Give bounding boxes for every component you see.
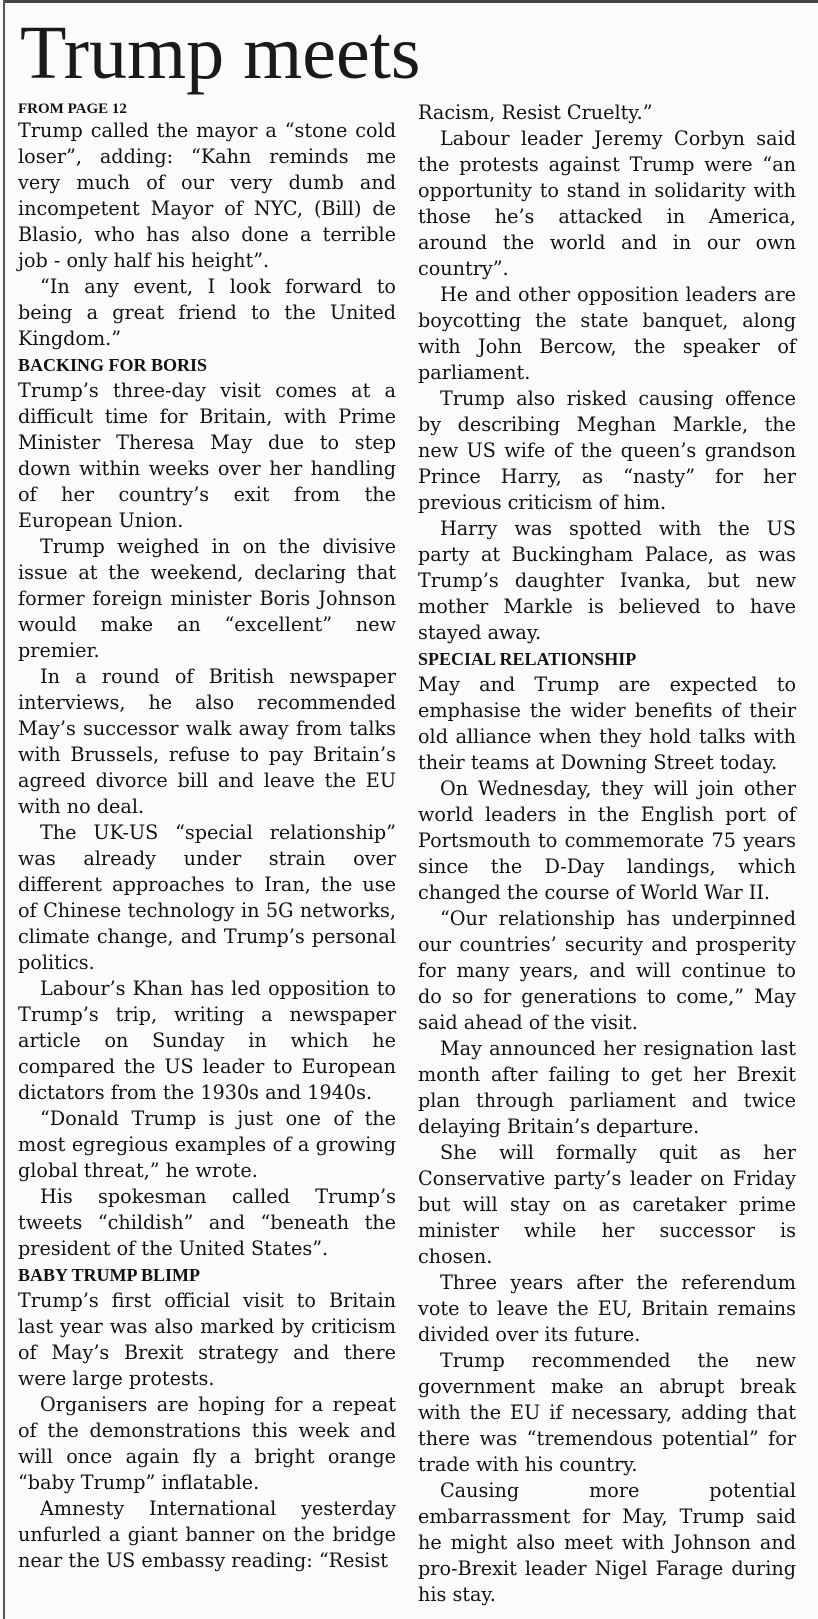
left-rule	[3, 0, 5, 1619]
paragraph: His spokesman called Trump’s tweets “childish” and “beneath the president of the United States”.	[18, 1185, 396, 1260]
subhead-baby-trump-blimp: BABY TRUMP BLIMP	[18, 1265, 201, 1285]
paragraph: Trump’s three-day visit comes at a difficult time for Britain, with Prime Minister Theresa May due to step down within weeks over her handling of her country’s exit from the European Union.	[18, 379, 396, 532]
paragraph: Labour leader Jeremy Corbyn said the protests against Trump were “an opportunity to stand in solidarity with those he’s attacked in America, around the world and in our own country”.	[418, 127, 796, 280]
paragraph: Three years after the referendum vote to leave the EU, Britain remains divided over its future.	[418, 1271, 796, 1346]
paragraph: Trump called the mayor a “stone cold loser”, adding: “Kahn reminds me very much of our very dumb and incompetent Mayor of NYC, (Bill) de Blasio, who has also done a terrible job - only half his height”.	[18, 119, 396, 272]
paragraph: Trump recommended the new government make an abrupt break with the EU if necessary, adding that there was “tremendous potential” for trade with his country.	[418, 1349, 796, 1476]
top-rule	[3, 0, 818, 3]
headline: Trump meets	[20, 11, 421, 95]
paragraph: On Wednesday, they will join other world leaders in the English port of Portsmouth to commemorate 75 years since the D-Day landings, which changed the course of World War II.	[418, 777, 796, 904]
paragraph: Labour’s Khan has led opposition to Trump’s trip, writing a newspaper article on Sunday in which he compared the US leader to European dictators from the 1930s and 1940s.	[18, 977, 396, 1104]
paragraph: Racism, Resist Cruelty.”	[418, 101, 653, 124]
paragraph: May announced her resignation last month after failing to get her Brexit plan through parliament and twice delaying Britain’s departure.	[418, 1037, 796, 1138]
paragraph: Trump weighed in on the divisive issue at the weekend, declaring that former foreign minister Boris Johnson would make an “excellent” new premier.	[18, 535, 396, 662]
left-column	[18, 100, 396, 1574]
right-column	[418, 100, 796, 1608]
paragraph: “In any event, I look forward to being a great friend to the United Kingdom.”	[18, 275, 396, 350]
paragraph: Trump’s first official visit to Britain last year was also marked by criticism of May’s Brexit strategy and there were large protests.	[18, 1289, 396, 1390]
paragraph: Trump also risked causing offence by describing Meghan Markle, the new US wife of the queen’s grandson Prince Harry, as “nasty” for her previous criticism of him.	[418, 387, 796, 514]
paragraph: May and Trump are expected to emphasise the wider benefits of their old alliance when they hold talks with their teams at Downing Street today.	[418, 673, 796, 774]
paragraph: “Our relationship has underpinned our countries’ security and prosperity for many years, and will continue to do so for generations to come,” May said ahead of the visit.	[418, 907, 796, 1034]
dateline: FROM PAGE 12	[18, 101, 127, 117]
paragraph: Causing more potential embarrassment for May, Trump said he might also meet with Johnson and pro-Brexit leader Nigel Farage during his stay.	[418, 1479, 796, 1606]
paragraph: In a round of British newspaper interviews, he also recommended May’s successor walk away from talks with Brussels, refuse to pay Britain’s agreed divorce bill and leave the EU with no deal.	[18, 665, 396, 818]
paragraph: “Donald Trump is just one of the most egregious examples of a growing global threat,” he wrote.	[18, 1107, 396, 1182]
paragraph: She will formally quit as her Conservative party’s leader on Friday but will stay on as caretaker prime minister while her successor is chosen.	[418, 1141, 796, 1268]
paragraph: Organisers are hoping for a repeat of the demonstrations this week and will once again fly a bright orange “baby Trump” inflatable.	[18, 1393, 396, 1494]
paragraph: The UK-US “special relationship” was already under strain over different approaches to Iran, the use of Chinese technology in 5G networks, climate change, and Trump’s personal politics.	[18, 821, 396, 974]
subhead-special-relationship: SPECIAL RELATIONSHIP	[418, 649, 637, 669]
paragraph: Harry was spotted with the US party at Buckingham Palace, as was Trump’s daughter Ivanka, but new mother Markle is believed to have stayed away.	[418, 517, 796, 644]
paragraph: He and other opposition leaders are boycotting the state banquet, along with John Bercow, the speaker of parliament.	[418, 283, 796, 384]
subhead-backing-for-boris: BACKING FOR BORIS	[18, 355, 208, 375]
paragraph: Amnesty International yesterday unfurled a giant banner on the bridge near the US embassy reading: “Resist	[18, 1497, 396, 1572]
